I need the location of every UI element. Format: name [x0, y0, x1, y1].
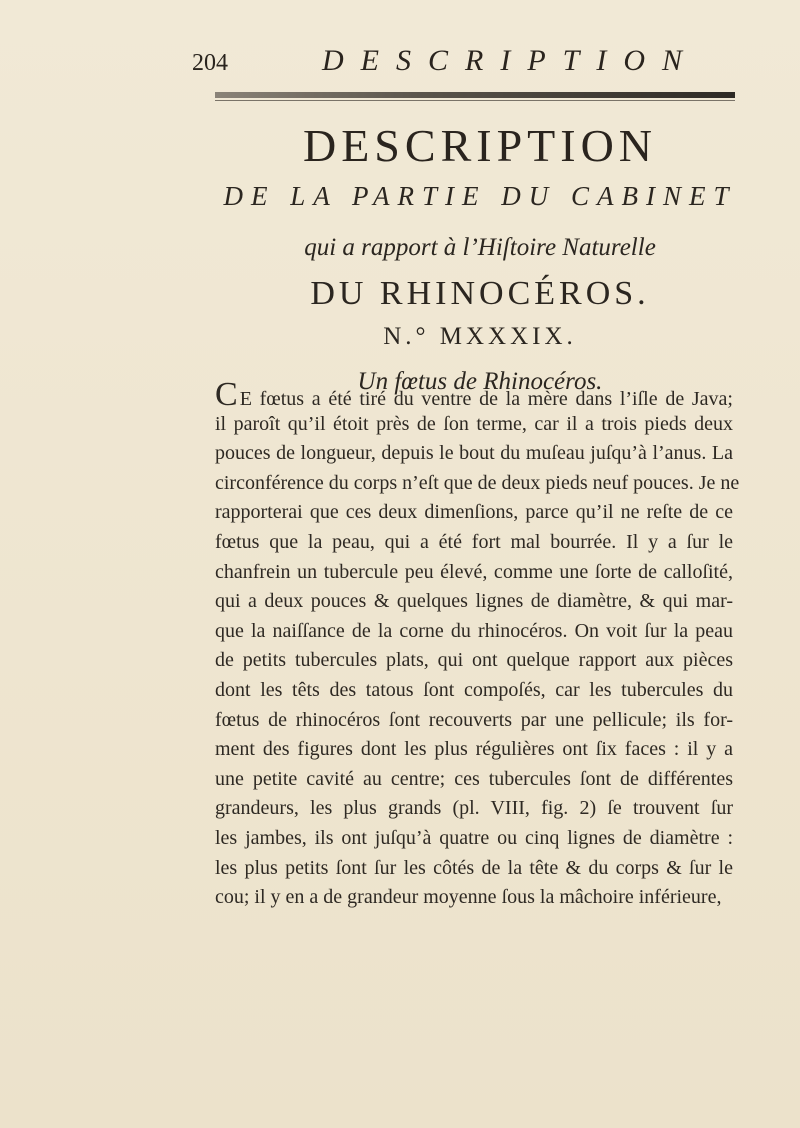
main-title: DESCRIPTION [302, 120, 658, 171]
running-title: DESCRIPTION [322, 44, 699, 77]
text-line: les jambes, ils ont juſqu’à quatre ou cinq lignes de diamètre : [215, 826, 733, 849]
text-line: fœtus que la peau, qui a été fort mal bourrée. Il y a ſur le [215, 530, 733, 553]
text-line: rapporterai que ces deux dimenſions, parce qu’il ne reſte de ce [215, 501, 733, 524]
page-number: 204 [192, 50, 228, 76]
subject-title: DU RHINOCÉROS. [310, 275, 650, 312]
title-block [190, 118, 770, 400]
text-line: que la naiſſance de la corne du rhinocéros. On voit ſur la peau [215, 619, 733, 642]
text-line: les plus petits ſont ſur les côtés de la tête & du corps & ſur le [215, 856, 733, 879]
text-line: C E fœtus a été tiré du ventre de la mère dans l’iſle de Java; [215, 376, 733, 413]
body-text [215, 376, 740, 913]
text-line: de petits tubercules plats, qui ont quelque rapport aux pièces [215, 649, 733, 672]
running-head [192, 40, 752, 90]
text-line: circonférence du corps n’eſt que de deux pieds neuf pouces. Je ne [215, 471, 740, 494]
text-line: pouces de longueur, depuis le bout du muſeau juſqu’à l’anus. La [215, 442, 733, 465]
text-line: fœtus de rhinocéros ſont recouverts par une pellicule; ils for- [215, 708, 733, 731]
text-line: il paroît qu’il étoit près de ſon terme, car il a trois pieds deux [215, 412, 733, 435]
text-line: cou; il y en a de grandeur moyenne ſous la mâchoire inférieure, [215, 886, 722, 909]
thin-rule [215, 100, 735, 101]
text-line: chanfrein un tubercule peu élevé, comme une ſorte de calloſité, [215, 560, 733, 583]
specimen-title: Un fœtus de Rhinocéros. [357, 368, 603, 395]
drop-cap: C [215, 376, 238, 413]
text-line: grandeurs, les plus grands (pl. VIII, fig. 2) ſe trouvent ſur [215, 797, 733, 820]
subtitle: DE LA PARTIE DU CABINET [223, 181, 737, 211]
text-line: ment des figures dont les plus régulières ont ſix faces : il y a [215, 738, 733, 761]
ornamental-rule [215, 92, 735, 98]
catalog-number: N.° MXXXIX. [383, 323, 577, 350]
text-line: dont les têts des tatous ſont compoſés, car les tubercules du [215, 678, 733, 701]
text-line: qui a deux pouces & quelques lignes de diamètre, & qui mar- [215, 590, 733, 613]
text-line: une petite cavité au centre; ces tubercules ſont de différentes [215, 767, 733, 790]
subtitle-line-2: qui a rapport à l’Hiſtoire Naturelle [304, 234, 656, 261]
